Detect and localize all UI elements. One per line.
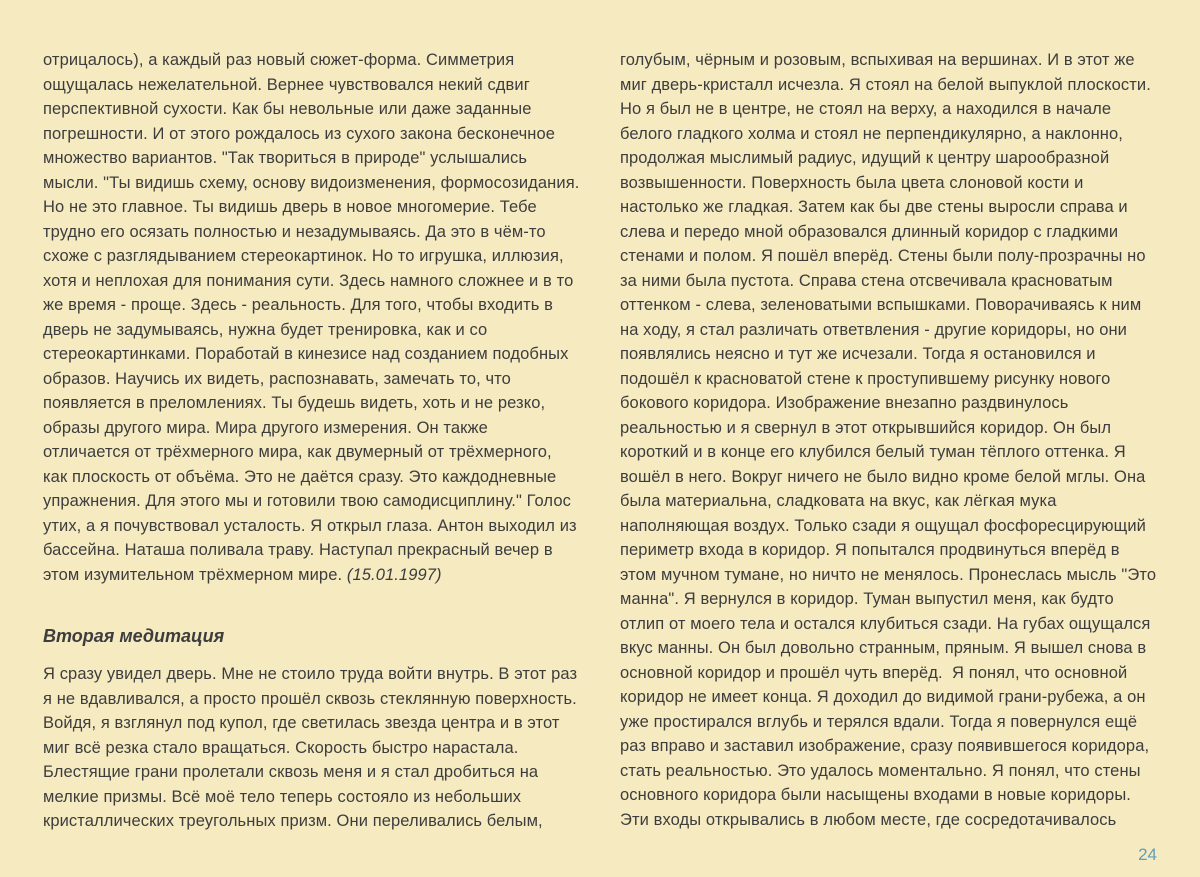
text-line: миг дверь-кристалл исчезла. Я стоял на белой выпуклой плоскости. xyxy=(620,75,1151,94)
text-line: периметр входа в коридор. Я попытался продвинуться вперёд в xyxy=(620,541,1120,559)
text-line: основной коридор и прошёл чуть вперёд. Я понял, что основной xyxy=(620,663,1128,682)
text-line: Я сразу увидел дверь. Мне не стоило труда войти внутрь. В этот раз xyxy=(43,665,578,683)
text-line: упражнения. Для этого мы и готовили твою самодисциплину." Голос xyxy=(43,492,571,510)
text-line: появляется в преломлениях. Ты будешь видеть, хоть и не резко, xyxy=(43,394,546,412)
text-line: манна". Я вернулся в коридор. Туман выпустил меня, как будто xyxy=(620,590,1114,608)
text-segment: этом изумительном трёхмерном мире. xyxy=(43,565,347,584)
text-line: Но я был не в центре, не стоял на верху, а находился в начале xyxy=(620,100,1112,118)
text-line: погрешности. И от этого рождалось из сухого закона бесконечное xyxy=(43,124,556,143)
text-line: стать реальностью. Это удалось моментально. Я понял, что стены xyxy=(620,761,1141,780)
text-line: раз вправо и заставил изображение, сразу появившегося коридора, xyxy=(620,737,1150,755)
page-number: 24 xyxy=(1138,845,1157,864)
text-line: бокового коридора. Изображение внезапно раздвинулось xyxy=(620,394,1069,412)
text-line: мелкие призмы. Всё моё тело теперь состояло из небольших xyxy=(43,787,522,806)
text-line: отлип от моего тела и остался клубиться сзади. На губах ощущался xyxy=(620,614,1151,633)
date-annotation: (15.01.1997) xyxy=(346,565,442,584)
text-line: слева и передо мной образовался длинный коридор с гладкими xyxy=(620,222,1119,241)
text-line: ощущалась нежелательной. Вернее чувствовался некий сдвиг xyxy=(43,75,530,94)
text-line: голубым, чёрным и розовым, вспыхивая на вершинах. И в этот же xyxy=(620,51,1135,69)
text-line: Блестящие грани пролетали сквозь меня и я стал дробиться на xyxy=(43,763,539,781)
two-column-layout xyxy=(43,48,1160,834)
text-line: же время - проще. Здесь - реальность. Для того, чтобы входить в xyxy=(43,296,553,314)
text-line: образы другого мира. Мира другого измерения. Он также xyxy=(43,418,488,437)
text-line: коридор не имеет конца. Я доходил до видимой грани-рубежа, а он xyxy=(620,688,1146,706)
text-line: утих, а я почувствовал усталость. Я открыл глаза. Антон выходил из xyxy=(43,516,577,535)
text-line: Войдя, я взглянул под купол, где светилась звезда центра и в этот xyxy=(43,714,560,732)
text-line: перспективной сухости. Как бы невольные или даже заданные xyxy=(43,100,532,118)
text-line: мысли. "Ты видишь схему, основу видоизменения, формосозидания. xyxy=(43,173,580,192)
text-line: схоже с разглядыванием стереокартинок. Но то игрушка, иллюзия, xyxy=(43,247,564,265)
text-line: стереокартинками. Поработай в кинезисе над созданием подобных xyxy=(43,345,569,363)
right-column xyxy=(620,48,1160,834)
text-line: на ходу, я стал различать ответвления - другие коридоры, но они xyxy=(620,320,1127,339)
text-line: этом мучном тумане, но ничто не менялось. Пронеслась мысль "Это xyxy=(620,565,1157,584)
text-line: оттенком - слева, зеленоватыми вспышками. Поворачиваясь к ним xyxy=(620,296,1142,314)
text-line: отличается от трёхмерного мира, как двумерный от трёхмерного, xyxy=(43,443,552,461)
text-line: Эти входы открывались в любом месте, где сосредотачивалось xyxy=(620,810,1117,829)
text-line: была материальна, сладковата на вкус, как лёгкая мука xyxy=(620,492,1057,510)
text-line: кристаллических треугольных призм. Они переливались белым, xyxy=(43,812,543,830)
text-line: Но не это главное. Ты видишь дверь в новое многомерие. Тебе xyxy=(43,198,537,216)
text-line: стенами и полом. Я пошёл вперёд. Стены были полу-прозрачны но xyxy=(620,247,1146,265)
text-line: возвышенности. Поверхность была цвета слоновой кости и xyxy=(620,173,1084,192)
text-line: отрицалось), а каждый раз новый сюжет-форма. Симметрия xyxy=(43,51,515,69)
text-line: как плоскость от объёма. Это не даётся сразу. Это каждодневные xyxy=(43,467,557,486)
text-line: реальностью и я свернул в этот открывшийся коридор. Он был xyxy=(620,418,1112,437)
text-line: за ними была пустота. Справа стена отсвечивала красноватым xyxy=(620,271,1113,290)
text-line: я не вдавливался, а просто прошёл сквозь стеклянную поверхность. xyxy=(43,689,577,708)
text-line: образов. Научись их видеть, распознавать, замечать то, что xyxy=(43,369,511,388)
text-line: наполняющая воздух. Только сзади я ощущал фосфоресцирующий xyxy=(620,516,1146,535)
text-line: множество вариантов. "Так твориться в природе" услышались xyxy=(43,149,528,167)
paragraph-meditation-1-end xyxy=(43,48,583,587)
text-line xyxy=(43,563,583,588)
text-line: вкус манны. Он был довольно странным, пряным. Я вышел снова в xyxy=(620,639,1147,657)
text-line: подошёл к красноватой стене к проступившему рисунку нового xyxy=(620,369,1111,388)
text-line: появлялись неясно и тут же исчезали. Тогда я остановился и xyxy=(620,345,1096,363)
section-heading: Вторая медитация xyxy=(43,626,225,646)
text-line: продолжая мыслимый радиус, идущий к центру шарообразной xyxy=(620,149,1110,167)
left-column xyxy=(43,48,583,834)
text-line: миг всё резка стало вращаться. Скорость быстро нарастала. xyxy=(43,738,519,757)
text-line: вошёл в него. Вокруг ничего не было видно кроме белой мглы. Она xyxy=(620,467,1146,486)
text-line: хотя и неплохая для понимания сути. Здесь намного сложнее и в то xyxy=(43,271,574,290)
text-line: дверь не задумываясь, нужна будет тренировка, как и со xyxy=(43,320,488,339)
text-line: короткий и в конце его клубился белый туман тёплого оттенка. Я xyxy=(620,443,1126,461)
text-line: уже простирался вглубь и терялся вдали. Тогда я повернулся ещё xyxy=(620,712,1138,731)
text-line: белого гладкого холма и стоял не перпендикулярно, а наклонно, xyxy=(620,124,1123,143)
paragraph-meditation-2-continued xyxy=(620,48,1160,832)
paragraph-meditation-2-start xyxy=(43,662,583,834)
text-line: основного коридора были насыщены входами в новые коридоры. xyxy=(620,786,1131,804)
text-line: бассейна. Наташа поливала траву. Наступал прекрасный вечер в xyxy=(43,541,553,559)
text-line: трудно его осязать полностью и незадумываясь. Да это в чём-то xyxy=(43,222,546,241)
text-line: настолько же гладкая. Затем как бы две стены выросли справа и xyxy=(620,198,1128,216)
